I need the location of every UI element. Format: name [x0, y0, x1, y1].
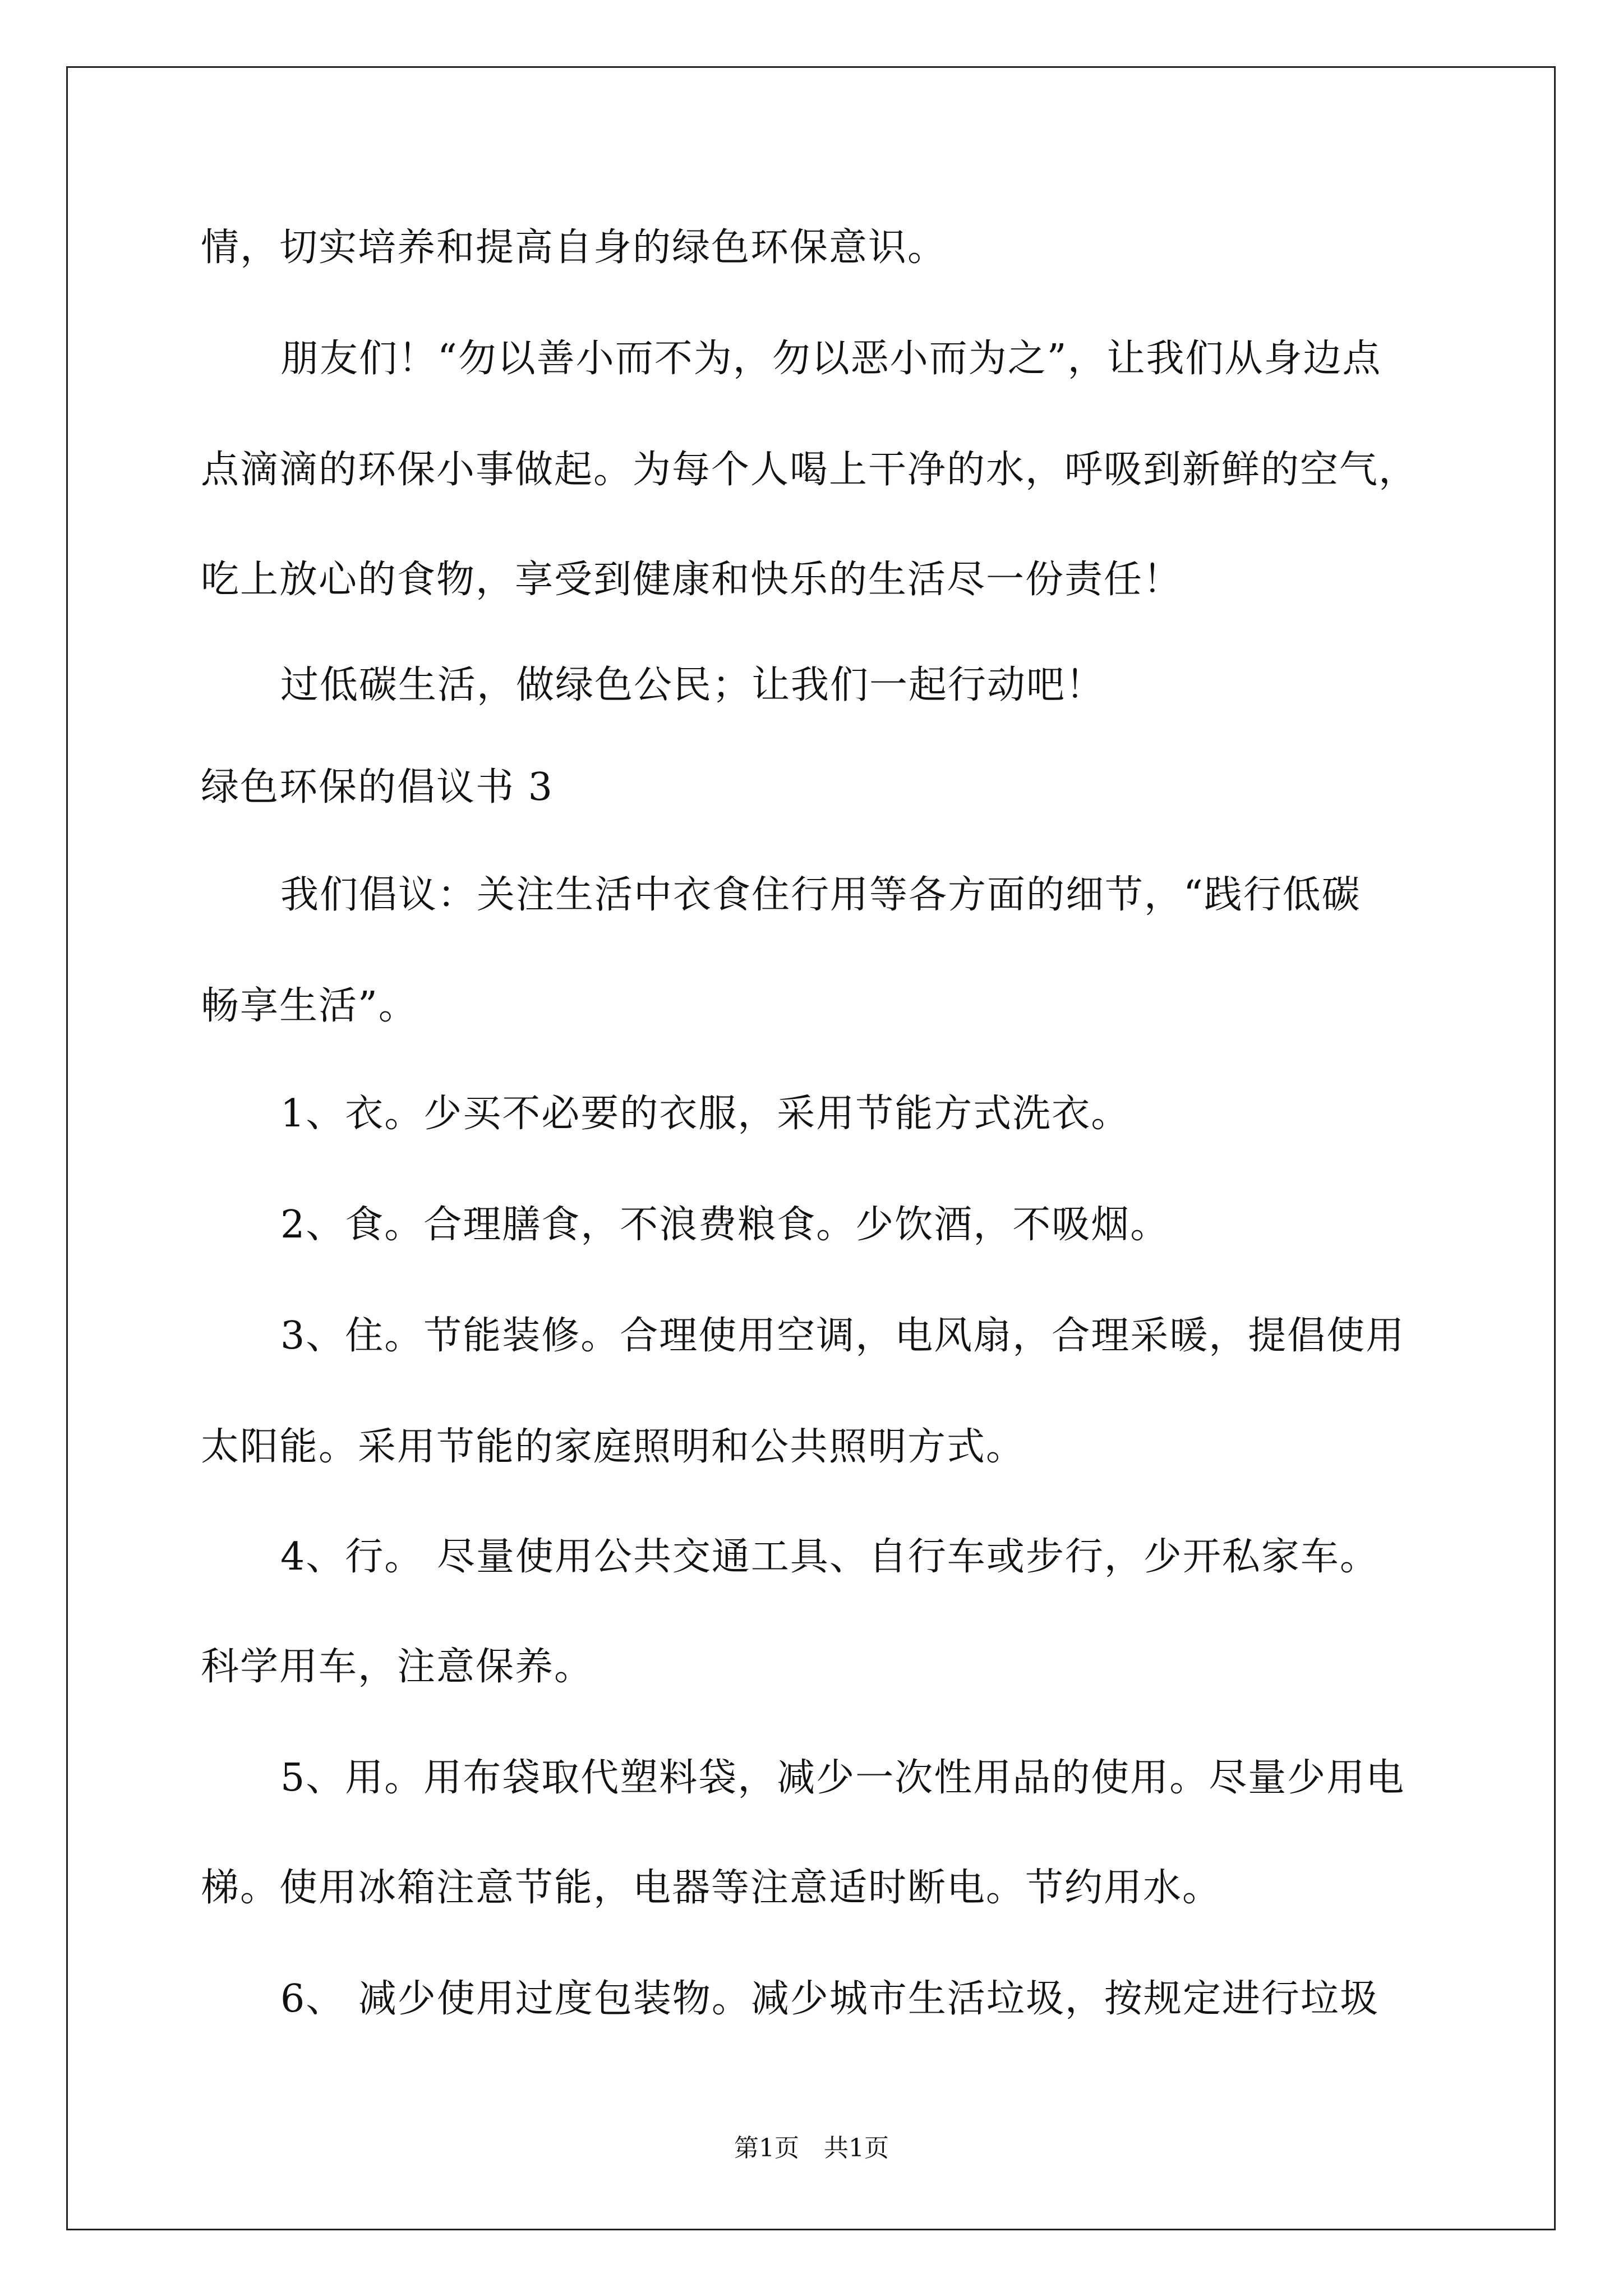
list-item: 3、住。节能装修。合理使用空调，电风扇，合理采暖，提倡使用: [280, 1314, 1405, 1358]
list-item: 5、用。用布袋取代塑料袋，减少一次性用品的使用。尽量少用电: [280, 1756, 1405, 1800]
body-line: 点滴滴的环保小事做起。为每个人喝上干净的水，呼吸到新鲜的空气，: [201, 448, 1418, 492]
list-item: 2、食。合理膳食，不浪费粮食。少饮酒，不吸烟。: [280, 1203, 1170, 1247]
list-item: 4、行。 尽量使用公共交通工具、自行车或步行，少开私家车。: [280, 1535, 1379, 1579]
page-footer: 第1页 共1页: [734, 2134, 889, 2162]
body-line: 畅享生活”。: [201, 984, 418, 1028]
list-item: 1、衣。少买不必要的衣服，采用节能方式洗衣。: [280, 1092, 1131, 1136]
body-line: 过低碳生活，做绿色公民；让我们一起行动吧！: [280, 663, 1105, 707]
list-item-continued: 梯。使用冰箱注意节能，电器等注意适时断电。节约用水。: [201, 1866, 1222, 1910]
list-item: 6、 减少使用过度包装物。减少城市生活垃圾，按规定进行垃圾: [280, 1977, 1379, 2021]
section-heading: 绿色环保的倡议书 3: [201, 765, 554, 809]
body-line: 朋友们！“勿以善小而不为，勿以恶小而为之”，让我们从身边点: [280, 337, 1382, 381]
list-item-continued: 科学用车，注意保养。: [201, 1645, 594, 1689]
list-item-continued: 太阳能。采用节能的家庭照明和公共照明方式。: [201, 1425, 1026, 1469]
body-line: 情，切实培养和提高自身的绿色环保意识。: [201, 226, 947, 270]
body-line: 吃上放心的食物，享受到健康和快乐的生活尽一份责任！: [201, 558, 1183, 602]
body-line: 我们倡议：关注生活中衣食住行用等各方面的细节，“践行低碳: [280, 873, 1361, 917]
